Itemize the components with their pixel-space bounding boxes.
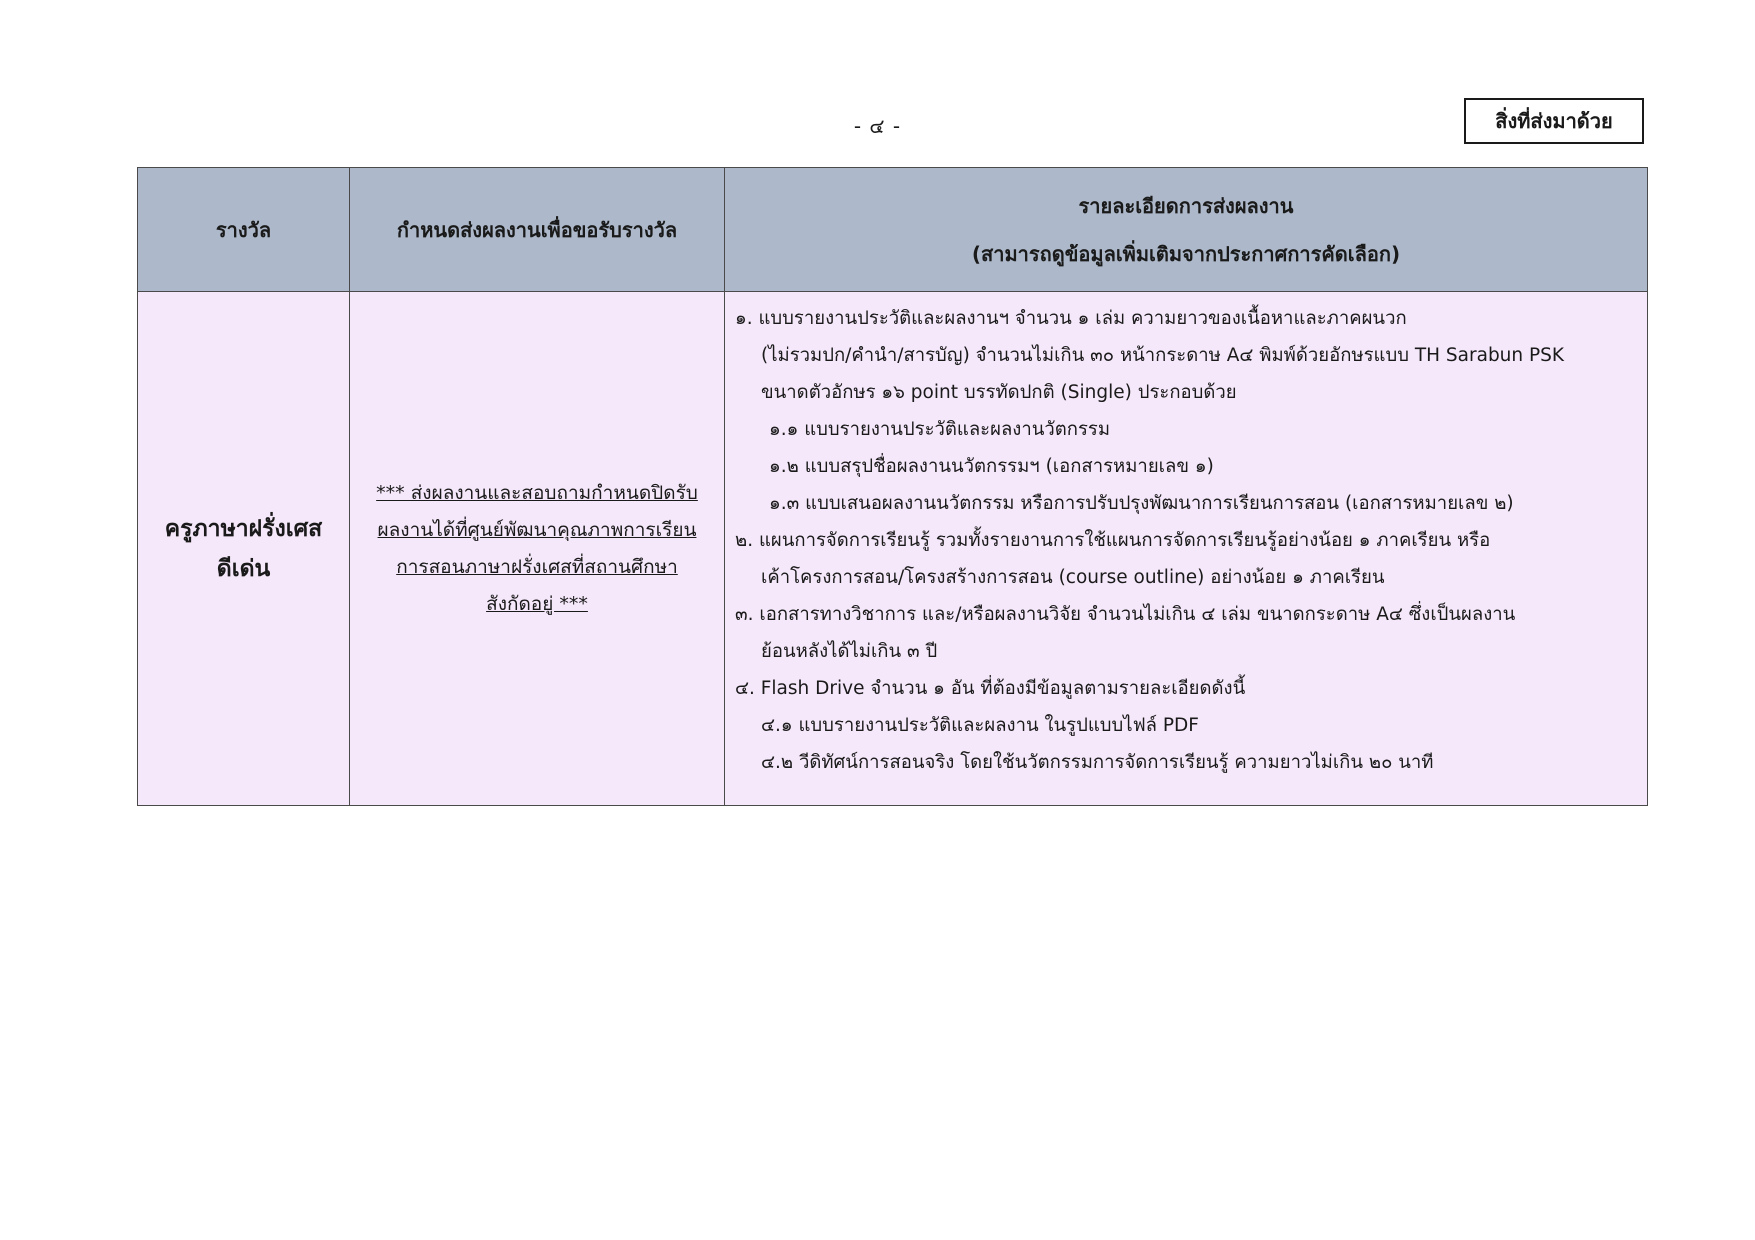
deadline-note-line: *** ส่งผลงานและสอบถามกำหนดปิดรับ xyxy=(376,481,698,504)
award-name-cell xyxy=(138,292,350,806)
award-name-line: ครูภาษาฝรั่งเศส xyxy=(164,515,323,542)
details-item-2-continued: เค้าโครงการสอน/โครงสร้างการสอน (course outline) อย่างน้อย ๑ ภาคเรียน xyxy=(761,567,1385,588)
deadline-note-line: ผลงานได้ที่ศูนย์พัฒนาคุณภาพการเรียน xyxy=(377,518,697,541)
details-column-header xyxy=(725,168,1648,292)
details-subitem-1-3: ๑.๓ แบบเสนอผลงานนวัตกรรม หรือการปรับปรุงพัฒนาการเรียนการสอน (เอกสารหมายเลข ๒) xyxy=(769,493,1514,514)
details-item-1: ๑. แบบรายงานประวัติและผลงานฯ จำนวน ๑ เล่ม ความยาวของเนื้อหาและภาคผนวก xyxy=(735,308,1407,329)
enclosure-label: สิ่งที่ส่งมาด้วย xyxy=(1464,98,1644,144)
deadline-cell xyxy=(350,292,725,806)
table-row xyxy=(138,292,1648,806)
details-header-note: (สามารถดูข้อมูลเพิ่มเติมจากประกาศการคัดเลือก) xyxy=(971,241,1401,266)
page-number: - ๔ - xyxy=(853,114,902,138)
deadline-note-line: การสอนภาษาฝรั่งเศสที่สถานศึกษา xyxy=(396,555,678,578)
details-item-3-continued: ย้อนหลังได้ไม่เกิน ๓ ปี xyxy=(761,641,938,662)
details-subitem-1-1: ๑.๑ แบบรายงานประวัติและผลงานวัตกรรม xyxy=(769,419,1111,440)
award-column-header: รางวัล xyxy=(138,168,350,292)
details-cell xyxy=(725,292,1648,806)
table-header-row xyxy=(138,168,1648,292)
details-subitem-4-2: ๔.๒ วีดิทัศน์การสอนจริง โดยใช้นวัตกรรมการจัดการเรียนรู้ ความยาวไม่เกิน ๒๐ นาที xyxy=(761,752,1434,773)
details-item-4: ๔. Flash Drive จำนวน ๑ อัน ที่ต้องมีข้อมูลตามรายละเอียดดังนี้ xyxy=(735,678,1246,699)
deadline-column-header: กำหนดส่งผลงานเพื่อขอรับรางวัล xyxy=(350,168,725,292)
details-header-title: รายละเอียดการส่งผลงาน xyxy=(1078,193,1294,218)
award-details-table xyxy=(137,167,1648,806)
details-item-1-continued: ขนาดตัวอักษร ๑๖ point บรรทัดปกติ (Single) ประกอบด้วย xyxy=(761,382,1237,403)
details-subitem-4-1: ๔.๑ แบบรายงานประวัติและผลงาน ในรูปแบบไฟล์ PDF xyxy=(761,715,1199,736)
award-name-line: ดีเด่น xyxy=(216,555,271,582)
details-item-1-continued: (ไม่รวมปก/คำนำ/สารบัญ) จำนวนไม่เกิน ๓๐ หน้ากระดาษ A๔ พิมพ์ด้วยอักษรแบบ TH Sarabun PSK xyxy=(761,345,1565,366)
details-subitem-1-2: ๑.๒ แบบสรุปชื่อผลงานนวัตกรรมฯ (เอกสารหมายเลข ๑) xyxy=(769,456,1214,477)
deadline-note-line: สังกัดอยู่ *** xyxy=(486,592,588,615)
details-item-3: ๓. เอกสารทางวิชาการ และ/หรือผลงานวิจัย จำนวนไม่เกิน ๔ เล่ม ขนาดกระดาษ A๔ ซึ่งเป็นผลงาน xyxy=(735,604,1516,625)
details-item-2: ๒. แผนการจัดการเรียนรู้ รวมทั้งรายงานการใช้แผนการจัดการเรียนรู้อย่างน้อย ๑ ภาคเรียน หรือ xyxy=(735,530,1491,551)
